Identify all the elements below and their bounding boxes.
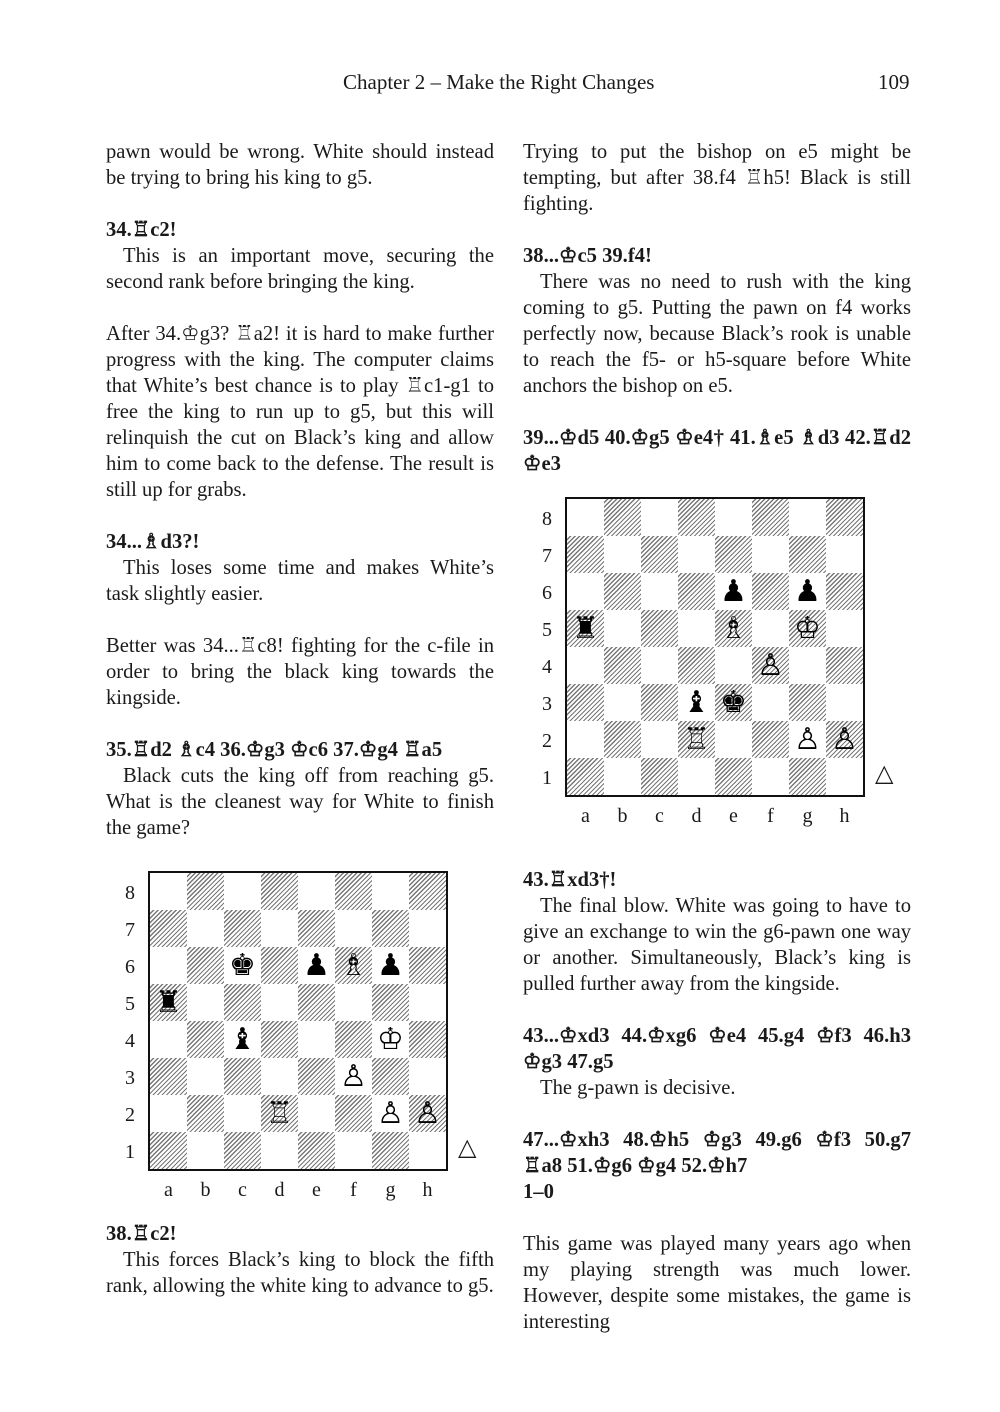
- black-pawn-piece: ♟: [794, 574, 821, 609]
- file-label: e: [729, 805, 738, 827]
- board-square: [187, 1095, 224, 1132]
- board-square: [298, 1021, 335, 1058]
- board-square: [409, 1058, 446, 1095]
- board-square: [372, 873, 409, 910]
- paragraph: This is an important move, securing the second rank before bringing the king.: [106, 245, 494, 293]
- rank-label: 1: [542, 767, 552, 789]
- board-square: [567, 573, 604, 610]
- board-square: [641, 721, 678, 758]
- board-square: [224, 984, 261, 1021]
- board-square: [335, 910, 372, 947]
- board-square: [752, 684, 789, 721]
- file-label: h: [422, 1179, 433, 1201]
- white-pawn-piece: ♙: [757, 648, 784, 683]
- page-header: [0, 70, 1000, 100]
- board-square: [789, 684, 826, 721]
- board-square: [372, 1132, 409, 1169]
- board-square: [409, 910, 446, 947]
- board-square: [678, 610, 715, 647]
- rank-label: 8: [542, 508, 552, 530]
- move-line: 38...♔c5 39.f4!: [523, 245, 652, 267]
- black-king-piece: ♚: [229, 948, 256, 983]
- board-square: [641, 610, 678, 647]
- board-square: [752, 536, 789, 573]
- white-rook-piece: ♖: [683, 722, 710, 757]
- board-square: [187, 947, 224, 984]
- board-square: [752, 573, 789, 610]
- board-square: [409, 1021, 446, 1058]
- board-square: [826, 647, 863, 684]
- board-square: [641, 758, 678, 795]
- board-square: [641, 573, 678, 610]
- board-square: [224, 1095, 261, 1132]
- board-square: [224, 1058, 261, 1095]
- paragraph: Trying to put the bishop on e5 might be tempting, but after 38.f4 ♖h5! Black is still fighting.: [523, 141, 911, 215]
- black-rook-piece: ♜: [572, 611, 599, 646]
- white-to-move-icon: △: [875, 759, 894, 787]
- board-square: [826, 684, 863, 721]
- board-square: [641, 536, 678, 573]
- board-square: [715, 499, 752, 536]
- board-square: [187, 1132, 224, 1169]
- chess-board: [565, 497, 865, 797]
- board-square: [224, 1132, 261, 1169]
- board-square: [261, 1021, 298, 1058]
- file-label: c: [655, 805, 664, 827]
- move-line: 35.♖d2 ♗c4 36.♔g3 ♔c6 37.♔g4 ♖a5: [106, 739, 443, 761]
- white-bishop-piece: ♗: [720, 611, 747, 646]
- rank-label: 5: [125, 993, 135, 1015]
- move-line: 43...♔xd3 44.♔xg6 ♔e4 45.g4 ♔f3 46.h3 ♔g3 47.g5: [523, 1025, 911, 1073]
- board-square: [372, 910, 409, 947]
- black-bishop-piece: ♝: [683, 685, 710, 720]
- rank-label: 8: [125, 882, 135, 904]
- board-square: [298, 984, 335, 1021]
- paragraph: This loses some time and makes White’s task slightly easier.: [106, 557, 494, 605]
- board-square: [826, 573, 863, 610]
- black-rook-piece: ♜: [155, 985, 182, 1020]
- board-square: [261, 947, 298, 984]
- chess-diagram-1: [106, 841, 494, 1221]
- board-square: [409, 984, 446, 1021]
- board-square: [641, 499, 678, 536]
- board-square: [604, 573, 641, 610]
- rank-label: 5: [542, 619, 552, 641]
- board-square: [641, 647, 678, 684]
- paragraph: Better was 34...♖c8! fighting for the c-file in order to bring the black king towards the kingside.: [106, 635, 494, 709]
- rank-label: 1: [125, 1141, 135, 1163]
- board-square: [224, 873, 261, 910]
- file-label: a: [164, 1179, 173, 1201]
- board-square: [715, 647, 752, 684]
- board-square: [604, 536, 641, 573]
- chess-board: [148, 871, 448, 1171]
- move-line: 39...♔d5 40.♔g5 ♔e4† 41.♗e5 ♗d3 42.♖d2 ♔e3: [523, 427, 911, 475]
- board-square: [409, 1132, 446, 1169]
- rank-label: 6: [125, 956, 135, 978]
- left-column: [106, 139, 494, 1299]
- file-label: d: [691, 805, 702, 827]
- board-square: [335, 984, 372, 1021]
- paragraph: This game was played many years ago when my playing strength was much lower. However, despite some mistakes, the game is interesting: [523, 1233, 911, 1333]
- board-square: [604, 499, 641, 536]
- board-square: [826, 758, 863, 795]
- rank-label: 7: [542, 545, 552, 567]
- board-square: [715, 758, 752, 795]
- board-square: [372, 1058, 409, 1095]
- rank-label: 3: [125, 1067, 135, 1089]
- board-square: [150, 1132, 187, 1169]
- black-pawn-piece: ♟: [303, 948, 330, 983]
- black-bishop-piece: ♝: [229, 1022, 256, 1057]
- board-square: [150, 910, 187, 947]
- board-square: [789, 647, 826, 684]
- board-square: [150, 1058, 187, 1095]
- board-square: [715, 721, 752, 758]
- board-square: [187, 910, 224, 947]
- file-label: c: [238, 1179, 247, 1201]
- board-square: [261, 910, 298, 947]
- board-square: [261, 873, 298, 910]
- board-square: [261, 1132, 298, 1169]
- board-square: [752, 758, 789, 795]
- paragraph: This forces Black’s king to block the fifth rank, allowing the white king to advance to g5.: [106, 1249, 494, 1297]
- board-square: [604, 610, 641, 647]
- board-square: [567, 499, 604, 536]
- move-line: 34.♖c2!: [106, 219, 177, 241]
- board-square: [335, 1132, 372, 1169]
- board-square: [826, 610, 863, 647]
- board-square: [567, 721, 604, 758]
- black-pawn-piece: ♟: [720, 574, 747, 609]
- white-pawn-piece: ♙: [414, 1096, 441, 1131]
- file-label: a: [581, 805, 590, 827]
- board-square: [826, 499, 863, 536]
- board-square: [372, 984, 409, 1021]
- board-square: [187, 1058, 224, 1095]
- board-square: [752, 610, 789, 647]
- board-square: [678, 647, 715, 684]
- move-line: 38.♖c2!: [106, 1223, 177, 1245]
- board-square: [752, 499, 789, 536]
- board-square: [641, 684, 678, 721]
- board-square: [187, 873, 224, 910]
- paragraph: Black cuts the king off from reaching g5. What is the cleanest way for White to finish the game?: [106, 765, 494, 839]
- board-square: [298, 910, 335, 947]
- file-label: e: [312, 1179, 321, 1201]
- paragraph: After 34.♔g3? ♖a2! it is hard to make further progress with the king. The computer claims that White’s best chance is to play ♖c1-g1 to free the king to run up to g5, but this will relinquish the cut on Black’s king and allow him to come back to the defense. The result is still up for grabs.: [106, 323, 494, 501]
- rank-label: 4: [542, 656, 552, 678]
- board-square: [187, 1021, 224, 1058]
- board-square: [567, 647, 604, 684]
- file-label: f: [767, 805, 774, 827]
- board-square: [826, 536, 863, 573]
- move-line: 34...♗d3?!: [106, 531, 200, 553]
- board-square: [224, 910, 261, 947]
- file-label: g: [385, 1179, 396, 1201]
- board-square: [150, 947, 187, 984]
- paragraph: The final blow. White was going to have to give an exchange to win the g6-pawn one way or another. Simultaneously, Black’s king is pulled further away from the kingside.: [523, 895, 911, 995]
- white-pawn-piece: ♙: [831, 722, 858, 757]
- file-label: d: [274, 1179, 285, 1201]
- white-pawn-piece: ♙: [794, 722, 821, 757]
- board-square: [409, 873, 446, 910]
- board-square: [604, 721, 641, 758]
- rank-label: 7: [125, 919, 135, 941]
- file-label: h: [839, 805, 850, 827]
- board-square: [678, 536, 715, 573]
- file-label: b: [200, 1179, 211, 1201]
- board-square: [678, 758, 715, 795]
- board-square: [567, 684, 604, 721]
- move-line: 43.♖xd3†!: [523, 869, 617, 891]
- black-king-piece: ♚: [720, 685, 747, 720]
- white-to-move-icon: △: [458, 1133, 477, 1161]
- file-label: f: [350, 1179, 357, 1201]
- board-square: [789, 758, 826, 795]
- black-pawn-piece: ♟: [377, 948, 404, 983]
- right-column: [523, 139, 911, 1335]
- board-square: [298, 873, 335, 910]
- board-square: [150, 1095, 187, 1132]
- board-square: [150, 1021, 187, 1058]
- board-square: [604, 684, 641, 721]
- rank-label: 4: [125, 1030, 135, 1052]
- rank-label: 3: [542, 693, 552, 715]
- paragraph: pawn would be wrong. White should instead be trying to bring his king to g5.: [106, 141, 494, 189]
- board-square: [752, 721, 789, 758]
- move-line: 47...♔xh3 48.♔h5 ♔g3 49.g6 ♔f3 50.g7 ♖a8 51.♔g6 ♔g4 52.♔h7: [523, 1129, 911, 1177]
- rank-label: 6: [542, 582, 552, 604]
- white-king-piece: ♔: [377, 1022, 404, 1057]
- board-square: [298, 1058, 335, 1095]
- board-square: [715, 536, 752, 573]
- rank-label: 2: [125, 1104, 135, 1126]
- board-square: [335, 1095, 372, 1132]
- white-pawn-piece: ♙: [377, 1096, 404, 1131]
- board-square: [261, 984, 298, 1021]
- paragraph: The g-pawn is decisive.: [540, 1077, 736, 1099]
- board-square: [298, 1132, 335, 1169]
- board-square: [567, 758, 604, 795]
- board-square: [298, 1095, 335, 1132]
- board-square: [335, 873, 372, 910]
- board-square: [604, 758, 641, 795]
- file-label: g: [802, 805, 813, 827]
- board-square: [678, 573, 715, 610]
- game-result: 1–0: [523, 1181, 554, 1203]
- running-title: Chapter 2 – Make the Right Changes: [343, 70, 655, 94]
- board-square: [567, 536, 604, 573]
- board-square: [261, 1058, 298, 1095]
- white-bishop-piece: ♗: [340, 948, 367, 983]
- rank-label: 2: [542, 730, 552, 752]
- white-pawn-piece: ♙: [340, 1059, 367, 1094]
- board-square: [187, 984, 224, 1021]
- board-square: [409, 947, 446, 984]
- white-king-piece: ♔: [794, 611, 821, 646]
- white-rook-piece: ♖: [266, 1096, 293, 1131]
- page-number: 109: [878, 70, 910, 94]
- paragraph: There was no need to rush with the king coming to g5. Putting the pawn on f4 works perfectly now, because Black’s rook is unable to reach the f5- or h5-square before White anchors the bishop on e5.: [523, 271, 911, 397]
- board-square: [150, 873, 187, 910]
- board-square: [789, 536, 826, 573]
- board-square: [678, 499, 715, 536]
- file-label: b: [617, 805, 628, 827]
- chess-diagram-2: [523, 477, 911, 867]
- board-square: [335, 1021, 372, 1058]
- board-square: [604, 647, 641, 684]
- board-square: [789, 499, 826, 536]
